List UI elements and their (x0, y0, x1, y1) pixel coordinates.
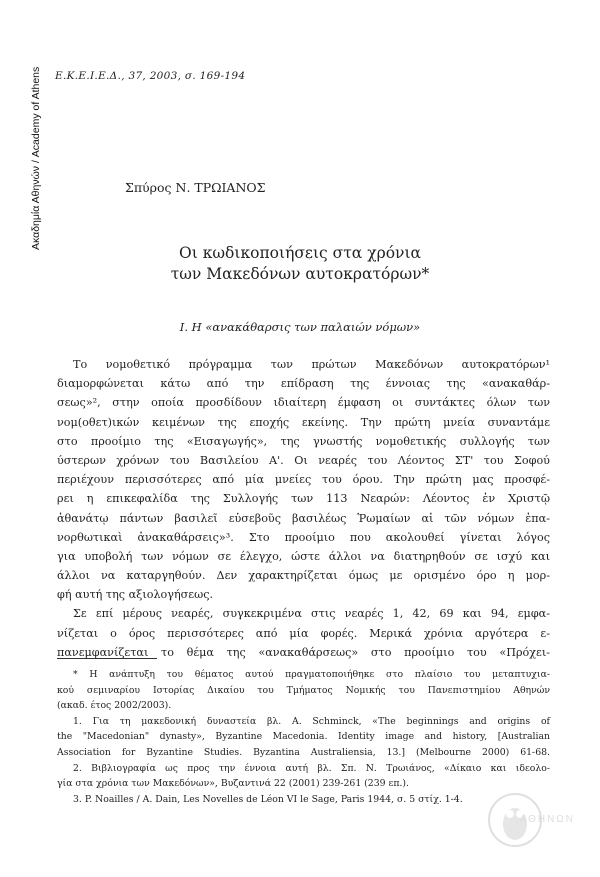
section-heading: Ι. Η «ανακάθαρσις των παλαιών νόμων» (179, 320, 421, 334)
archive-watermark (30, 40, 44, 250)
body-line: για υποβολή των νόμων σε έλεγχο, ώστε άλλοι να διατηρηθούν σε ισχύ και (57, 549, 550, 563)
body-text (57, 355, 550, 662)
footnote-line: (ακαδ. έτος 2002/2003). (57, 700, 172, 712)
footnote-line: 3. P. Noailles / A. Dain, Les Novelles de Léon VI le Sage, Paris 1944, σ. 5 στίχ. 1-4. (73, 793, 463, 805)
body-line: άλλοι να καταργηθούν. Δεν χαρακτηρίζεται όμως με ορισμένο όρο η μορ- (57, 569, 550, 583)
body-line: ἀθανάτῳ πάντων βασιλεῖ εὐσεβοῦς βασιλέως Ῥωμαίων αἱ τῶν νόμων ἐπα- (57, 511, 550, 525)
journal-reference: Ε.Κ.Ε.Ι.Ε.Δ., 37, 2003, σ. 169-194 (55, 70, 246, 82)
watermark-text: Ακαδημία Αθηνών / Academy of Athens (30, 66, 42, 250)
body-line: στο προοίμιο της «Εισαγωγής», της γνωστής νομοθετικής συλλογής των (57, 434, 550, 448)
footnotes (57, 667, 550, 807)
footnote-line: 1. Για τη μακεδονική δυναστεία βλ. A. Schminck, «The beginnings and origins of (73, 715, 550, 727)
footnote-line: the "Macedonian" dynasty», Byzantine Macedonia. Identity image and history, [Australian (57, 731, 550, 743)
body-line: σεως»², στην οποία προσδίδουν ιδιαίτερη έμφαση οι συντάκτες όλων των (57, 396, 550, 410)
body-line: Σε επί μέρους νεαρές, συγκεκριμένα στις νεαρές 1, 42, 69 και 94, εμφα- (73, 607, 550, 621)
body-line: Το νομοθετικό πρόγραμμα των πρώτων Μακεδόνων αυτοκρατόρων¹ (73, 358, 550, 371)
footnote-line: 2. Βιβλιογραφία ως προς την έννοια αυτή βλ. Σπ. Ν. Τρωιάνος, «Δίκαιο και ιδεολο- (73, 762, 550, 774)
body-line: φή αυτή της αξιολογήσεως. (57, 588, 214, 602)
body-line: διαμορφώνεται κάτω από την επίδραση της έννοιας της «ανακαθάρ- (57, 377, 550, 391)
footnote-line: Association for Byzantine Studies. Byzantina Australiensia, 13.] (Melbourne 2000) 61-68. (57, 746, 550, 758)
footnote-line: κού σεμιναρίου Ιστορίας Δικαίου του Τμήματος Νομικής του Πανεπιστημίου Αθηνών (57, 684, 550, 696)
author-name: Σπύρος Ν. ΤΡΩΙΑΝΟΣ (125, 180, 266, 195)
footnote-line: γία στα χρόνια των Μακεδόνων», Βυζαντινά 22 (2001) 239-261 (239 επ.). (57, 778, 409, 790)
body-line: νορθωτικαὶ ἀνακαθάρσεις»³. Στο προοίμιο που ακολουθεί γίνεται λόγος (57, 530, 550, 544)
article-title-line-2: των Μακεδόνων αυτοκρατόρων* (170, 265, 430, 283)
seal-text: ΑΘΗΝΩΝ (519, 814, 575, 825)
body-line: νίζεται ο όρος περισσότερες από μία φορές. Μερικά χρόνια αργότερα ε- (57, 626, 550, 640)
article-title-line-1: Οι κωδικοποιήσεις στα χρόνια (179, 244, 421, 262)
footnote-separator (57, 658, 157, 659)
body-line: νομ(οθετ)ικών κειμένων της εποχής εκείνης. Την πρώτη μνεία συναντάμε (57, 415, 550, 429)
body-line: ρει η επικεφαλίδα της Συλλογής των 113 Νεαρών: Λέοντος ἐν Χριστῷ (57, 492, 550, 506)
library-seal-watermark (485, 790, 575, 850)
body-line: πανεμφανίζεται το θέμα της «ανακαθάρσεως» στο προοίμιο του «Πρόχει- (57, 645, 550, 659)
body-line: περιέχουν περισσότερες από μία μνείες του όρου. Την πρώτη μας προσφέ- (57, 473, 550, 487)
body-line: ύστερων χρόνων του Βασιλείου Α'. Οι νεαρές του Λέοντος ΣΤ' του Σοφού (57, 453, 550, 467)
footnote-line: * Η ανάπτυξη του θέματος αυτού πραγματοποιήθηκε στο πλαίσιο του μεταπτυχια- (73, 669, 550, 680)
